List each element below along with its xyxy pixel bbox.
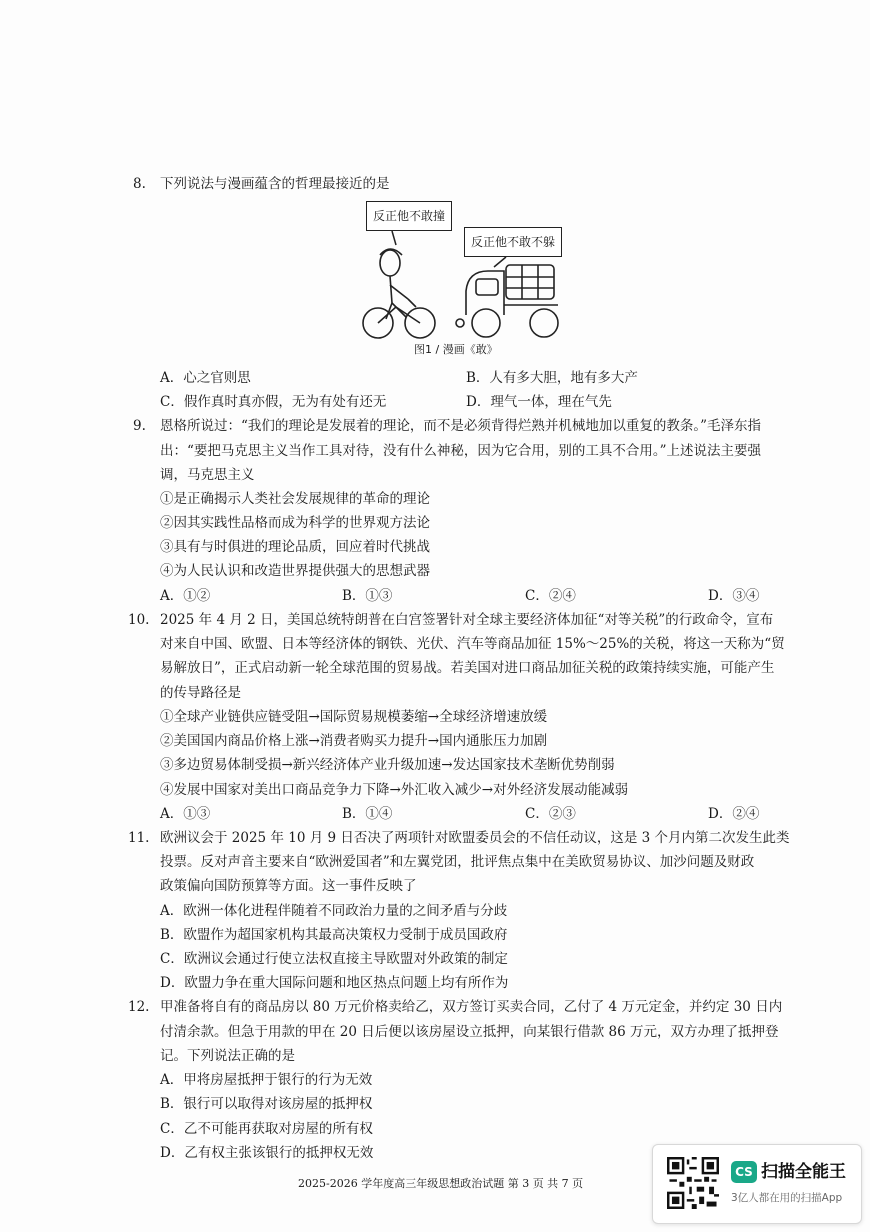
truck-drawing <box>456 265 558 337</box>
q9-item-3: ③具有与时俱进的理论品质，回应着时代挑战 <box>160 539 430 555</box>
q10-option-a: A．①③ <box>160 806 211 822</box>
scanner-slogan: 3亿人都在用的扫描App <box>731 1192 843 1204</box>
q9-item-4: ④为人民认识和改造世界提供强大的思想武器 <box>160 563 430 579</box>
q9-stem-line-2: 出：“要把马克思主义当作工具对待，没有什么神秘，因为它合用，别的工具不合用。”上述说法主要强 <box>160 443 762 459</box>
q8-option-c: C．假作真时真亦假，无为有处有还无 <box>160 394 387 410</box>
q10-stem-line-2: 对来自中国、欧盟、日本等经济体的钢铁、光伏、汽车等商品加征 15%～25%的关税，将这一天称为“贸 <box>160 636 785 652</box>
q10-item-1: ①全球产业链供应链受阻→国际贸易规模萎缩→全球经济增速放缓 <box>160 709 548 725</box>
q9-option-b: B．①③ <box>342 588 393 604</box>
q12-stem-line-1: 甲准备将自有的商品房以 80 万元价格卖给乙，双方签订买卖合同，乙付了 4 万元定金，并约定 30 日内 <box>160 999 783 1015</box>
q12-stem-line-3: 记。下列说法正确的是 <box>160 1048 295 1064</box>
q10-item-3: ③多边贸易体制受损→新兴经济体产业升级加速→发达国家技术垄断优势削弱 <box>160 757 615 773</box>
q10-item-4: ④发展中国家对美出口商品竞争力下降→外汇收入减少→对外经济发展动能减弱 <box>160 782 629 798</box>
q11-option-b: B．欧盟作为超国家机构其最高决策权力受制于成员国政府 <box>160 927 508 943</box>
scanner-watermark <box>652 1144 862 1224</box>
scanner-brand: 扫描全能王 <box>761 1162 846 1182</box>
q12-stem-line-2: 付清余款。但急于用款的甲在 20 日后便以该房屋设立抵押，向某银行借款 86 万元，双方办理了抵押登 <box>160 1024 779 1040</box>
cartoon-drawing <box>356 195 566 343</box>
page-footer: 2025-2026 学年度高三年级思想政治试题 第 3 页 共 7 页 <box>298 1177 584 1190</box>
question-8-stem: 下列说法与漫画蕴含的哲理最接近的是 <box>160 176 390 192</box>
q10-option-d: D．②④ <box>708 806 760 822</box>
q8-option-d: D．理气一体，理在气先 <box>466 394 612 410</box>
cartoon-figure <box>356 195 566 343</box>
q10-item-2: ②美国国内商品价格上涨→消费者购买力提升→国内通胀压力加剧 <box>160 733 548 749</box>
q8-option-b: B．人有多大胆，地有多大产 <box>466 370 638 386</box>
q9-item-2: ②因其实践性品格而成为科学的世界观方法论 <box>160 515 430 531</box>
q9-option-c: C．②④ <box>525 588 576 604</box>
q12-option-d: D．乙有权主张该银行的抵押权无效 <box>160 1145 374 1161</box>
speech-bubble-left: 反正他不敢撞 <box>366 201 452 231</box>
q10-stem-line-3: 易解放日”，正式启动新一轮全球范围的贸易战。若美国对进口商品加征关税的政策持续实施，可能产生 <box>160 660 775 676</box>
question-12-number: 12. <box>128 999 150 1015</box>
q11-stem-line-3: 政策偏向国防预算等方面。这一事件反映了 <box>160 878 417 894</box>
q10-stem-line-4: 的传导路径是 <box>160 685 241 701</box>
q11-stem-line-2: 投票。反对声音主要来自“欧洲爱国者”和左翼党团，批评焦点集中在美欧贸易协议、加沙问题及财政 <box>160 854 755 870</box>
q10-option-b: B．①④ <box>342 806 393 822</box>
q10-option-c: C．②③ <box>525 806 576 822</box>
q9-option-d: D．③④ <box>708 588 760 604</box>
q12-option-b: B．银行可以取得对该房屋的抵押权 <box>160 1096 373 1112</box>
q9-item-1: ①是正确揭示人类社会发展规律的革命的理论 <box>160 491 430 507</box>
q11-option-d: D．欧盟力争在重大国际问题和地区热点问题上均有所作为 <box>160 975 509 991</box>
question-8-number: 8. <box>133 176 146 192</box>
q12-option-a: A．甲将房屋抵押于银行的行为无效 <box>160 1072 373 1088</box>
q10-stem-line-1: 2025 年 4 月 2 日，美国总统特朗普在白宫签署针对全球主要经济体加征“对等关税”的行政命令，宣布 <box>160 612 774 628</box>
q11-option-a: A．欧洲一体化进程伴随着不同政治力量的之间矛盾与分歧 <box>160 903 508 919</box>
question-11-number: 11. <box>128 830 150 846</box>
q11-option-c: C．欧洲议会通过行使立法权直接主导欧盟对外政策的制定 <box>160 951 508 967</box>
question-9-number: 9. <box>133 418 146 434</box>
q9-stem-line-1: 恩格所说过：“我们的理论是发展着的理论，而不是必须背得烂熟并机械地加以重复的教条。”毛泽东指 <box>160 418 762 434</box>
camscanner-logo-icon: CS <box>731 1161 757 1183</box>
q11-stem-line-1: 欧洲议会于 2025 年 10 月 9 日否决了两项针对欧盟委员会的不信任动议，这是 3 个月内第二次发生此类 <box>160 830 790 846</box>
q9-option-a: A．①② <box>160 588 211 604</box>
speech-bubble-right: 反正他不敢不躲 <box>464 227 562 257</box>
q8-option-a: A．心之官则思 <box>160 370 251 386</box>
q9-stem-line-3: 调，马克思主义 <box>160 467 255 483</box>
cartoon-caption: 图1 / 漫画《敢》 <box>414 343 498 356</box>
q12-option-c: C．乙不可能再获取对房屋的所有权 <box>160 1121 373 1137</box>
cyclist-drawing <box>363 249 435 338</box>
qr-code-icon <box>667 1157 719 1209</box>
question-10-number: 10. <box>128 612 150 628</box>
